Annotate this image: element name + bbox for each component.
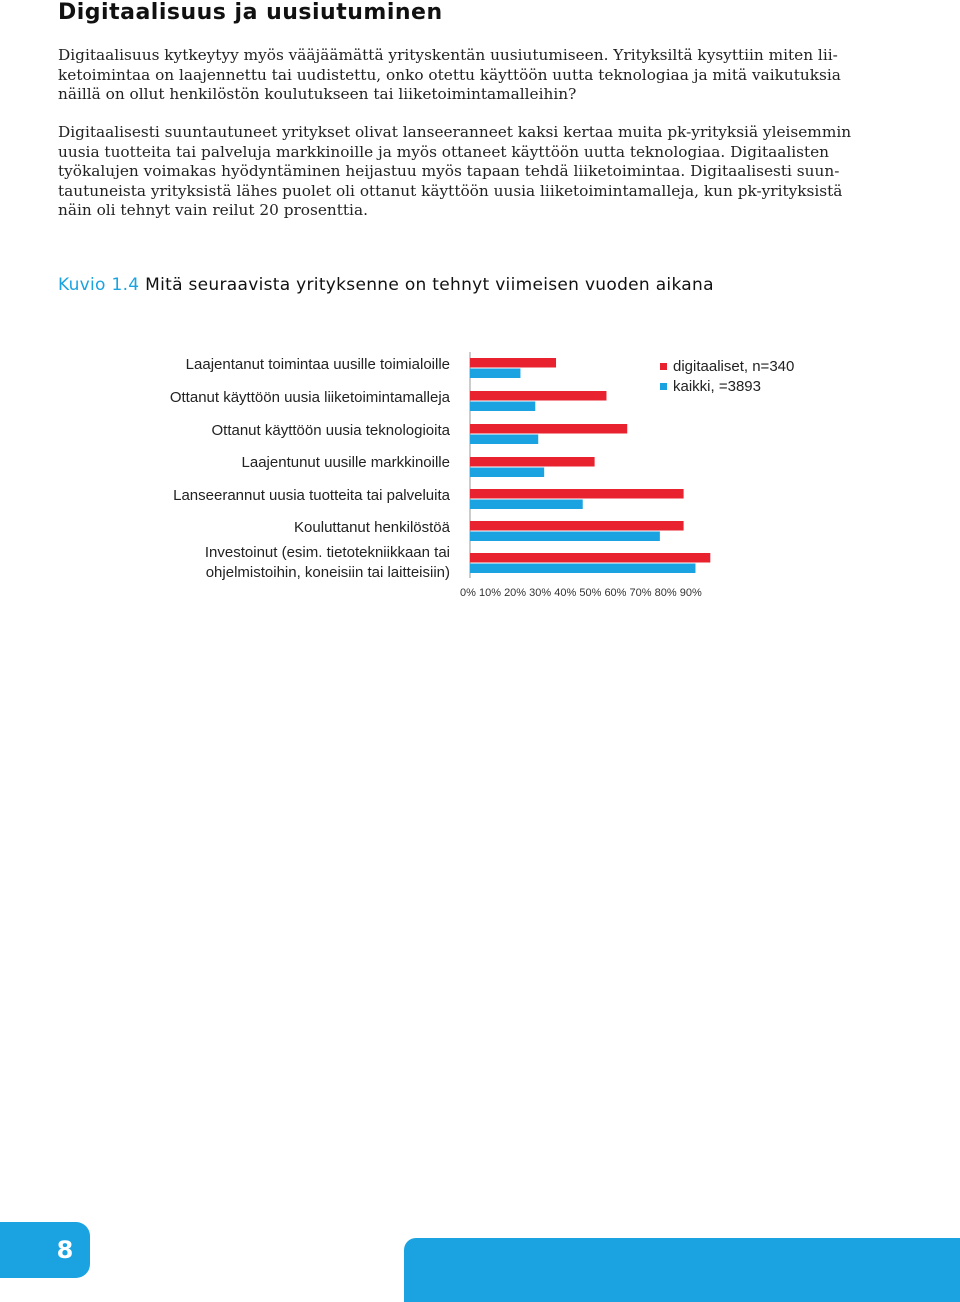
legend-swatch-blue (660, 383, 667, 390)
bar-kaikki (470, 564, 695, 574)
bar-digitaaliset (470, 457, 595, 467)
bar-kaikki (470, 435, 538, 445)
category-label-line: Ottanut käyttöön uusia liiketoimintamalleja (169, 389, 450, 406)
category-label-line: Laajentanut toimintaa uusille toimialoille (185, 356, 450, 373)
bar-digitaaliset (470, 489, 684, 499)
paragraph-line: näin oli tehnyt vain reilut 20 prosenttia. (58, 201, 368, 219)
paragraph-line: näillä on ollut henkilöstön koulutukseen tai liiketoimintamalleihin? (58, 85, 577, 103)
x-tick-label: 10% (478, 587, 501, 599)
category-label-line: Lanseerannut uusia tuotteita tai palveluita (173, 487, 450, 504)
x-tick-label: 90% (679, 587, 702, 599)
category-label-line: Laajentunut uusille markkinoille (241, 454, 450, 471)
legend-swatch-red (660, 363, 667, 370)
legend-label: kaikki, =3893 (673, 377, 761, 395)
legend-item-kaikki (660, 376, 794, 396)
category-label-line: Ottanut käyttöön uusia teknologioita (211, 422, 450, 439)
figure-label: Kuvio 1.4 (58, 275, 140, 295)
bar-digitaaliset (470, 521, 684, 531)
x-tick-label: 70% (629, 587, 652, 599)
bar-kaikki (470, 500, 583, 510)
legend-label: digitaaliset, n=340 (673, 357, 795, 375)
chart-legend (660, 356, 794, 396)
bar-kaikki (470, 532, 660, 542)
paragraph-line: ketoimintaa on laajennettu tai uudistettu, onko otettu käyttöön uutta teknologiaa ja mitä vaikutuksia (58, 65, 841, 84)
bar-digitaaliset (470, 424, 627, 434)
footer-band (404, 1238, 960, 1302)
bar-digitaaliset (470, 358, 556, 368)
bar-kaikki (470, 402, 535, 412)
bar-kaikki (470, 468, 544, 478)
paragraph-line: Digitaalisuus kytkeytyy myös vääjäämättä yrityskentän uusiutumiseen. Yrityksiltä kysyttiin miten lii- (58, 46, 838, 64)
category-label-line: ohjelmistoihin, koneisiin tai laitteisiin) (205, 564, 450, 581)
category-label-line: Kouluttanut henkilöstöä (294, 519, 450, 536)
x-tick-label: 30% (529, 587, 552, 599)
x-tick-label: 50% (579, 587, 602, 599)
page-heading: Digitaalisuus ja uusiutuminen (58, 0, 443, 25)
x-tick-label: 0% (460, 587, 476, 599)
paragraph-line: työkalujen voimakas hyödyntäminen heijastuu myös tapaan tehdä liiketoimintaa. Digitaalisesti suun- (58, 162, 840, 180)
figure-title: Mitä seuraavista yrityksenne on tehnyt viimeisen vuoden aikana (145, 275, 714, 295)
x-tick-label: 20% (504, 587, 527, 599)
paragraph-line: tautuneista yrityksistä lähes puolet oli ottanut käyttöön uusia liiketoimintamalleja, kun pk-yrityksistä (58, 181, 843, 200)
bar-digitaaliset (470, 553, 710, 563)
x-axis-ticks (460, 587, 702, 599)
bar-chart (0, 0, 960, 620)
x-tick-label: 80% (654, 587, 677, 599)
paragraph-line: uusia tuotteita tai palveluja markkinoille ja myös ottaneet käyttöön uutta teknologiaa. Digitaalisten (58, 142, 830, 161)
paragraph-line: Digitaalisesti suuntautuneet yritykset olivat lanseeranneet kaksi kertaa muita pk-yrityksiä yleisemmin (58, 123, 852, 141)
category-label-line: Investoinut (esim. tietotekniikkaan tai (204, 544, 450, 561)
legend-item-digitaaliset (660, 356, 794, 376)
x-tick-label: 60% (604, 587, 627, 599)
x-tick-label: 40% (554, 587, 577, 599)
bar-kaikki (470, 369, 520, 379)
bar-digitaaliset (470, 391, 606, 401)
page-number: 8 (56, 1236, 74, 1264)
